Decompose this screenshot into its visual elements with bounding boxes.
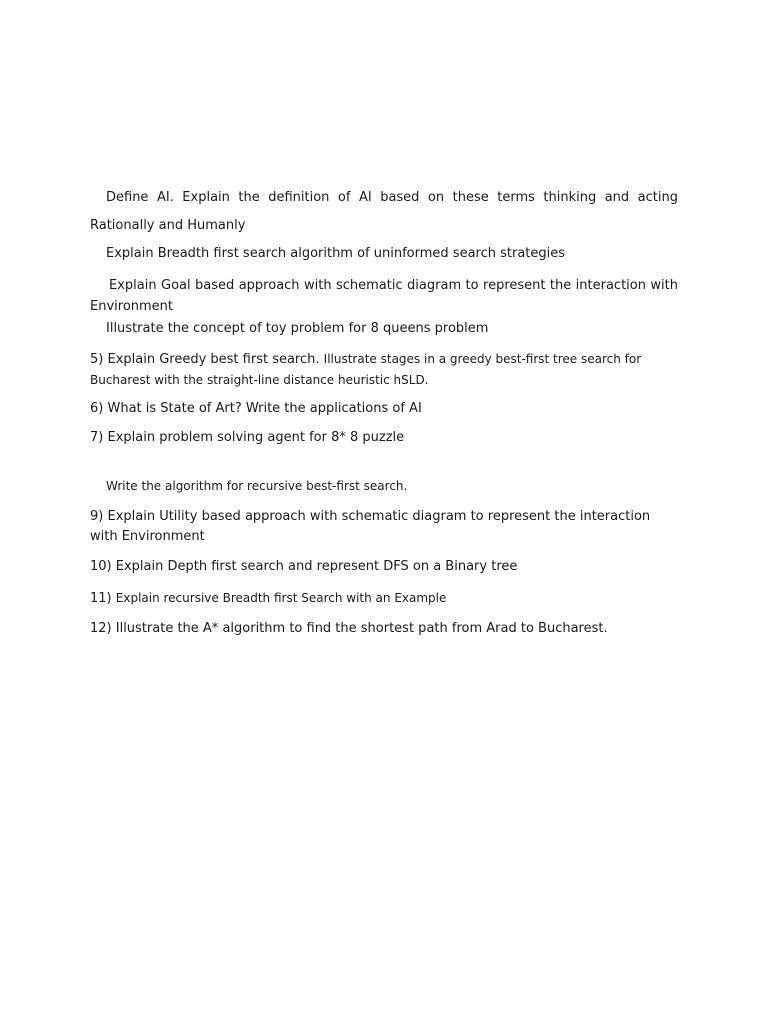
question-9: 9) Explain Utility based approach with schematic diagram to represent the interaction with Environment bbox=[90, 509, 651, 544]
question-1: Define AI. Explain the definition of AI based on these terms thinking and acting Rationally and Humanly bbox=[90, 190, 678, 233]
question-5 bbox=[90, 349, 678, 391]
question-8: Write the algorithm for recursive best-first search. bbox=[106, 479, 408, 493]
question-11 bbox=[90, 588, 678, 609]
question-3: Explain Goal based approach with schematic diagram to represent the interaction with Environment bbox=[90, 278, 678, 314]
question-7: 7) Explain problem solving agent for 8* 8 puzzle bbox=[90, 430, 405, 445]
question-6: 6) What is State of Art? Write the applications of AI bbox=[90, 401, 422, 416]
question-5-lead: 5) Explain Greedy best first search. bbox=[90, 352, 320, 367]
question-10: 10) Explain Depth first search and represent DFS on a Binary tree bbox=[90, 559, 518, 574]
question-11-lead: 11) bbox=[90, 591, 112, 606]
question-4: Illustrate the concept of toy problem for 8 queens problem bbox=[106, 321, 489, 336]
question-2: Explain Breadth first search algorithm of uninformed search strategies bbox=[106, 246, 566, 261]
question-5-detail: Illustrate stages in a greedy best-first tree search for Bucharest with the straight-line distance heuristic hSLD. bbox=[90, 352, 642, 387]
question-11-detail: Explain recursive Breadth first Search with an Example bbox=[115, 591, 447, 605]
question-12: 12) Illustrate the A* algorithm to find the shortest path from Arad to Bucharest. bbox=[90, 621, 608, 636]
